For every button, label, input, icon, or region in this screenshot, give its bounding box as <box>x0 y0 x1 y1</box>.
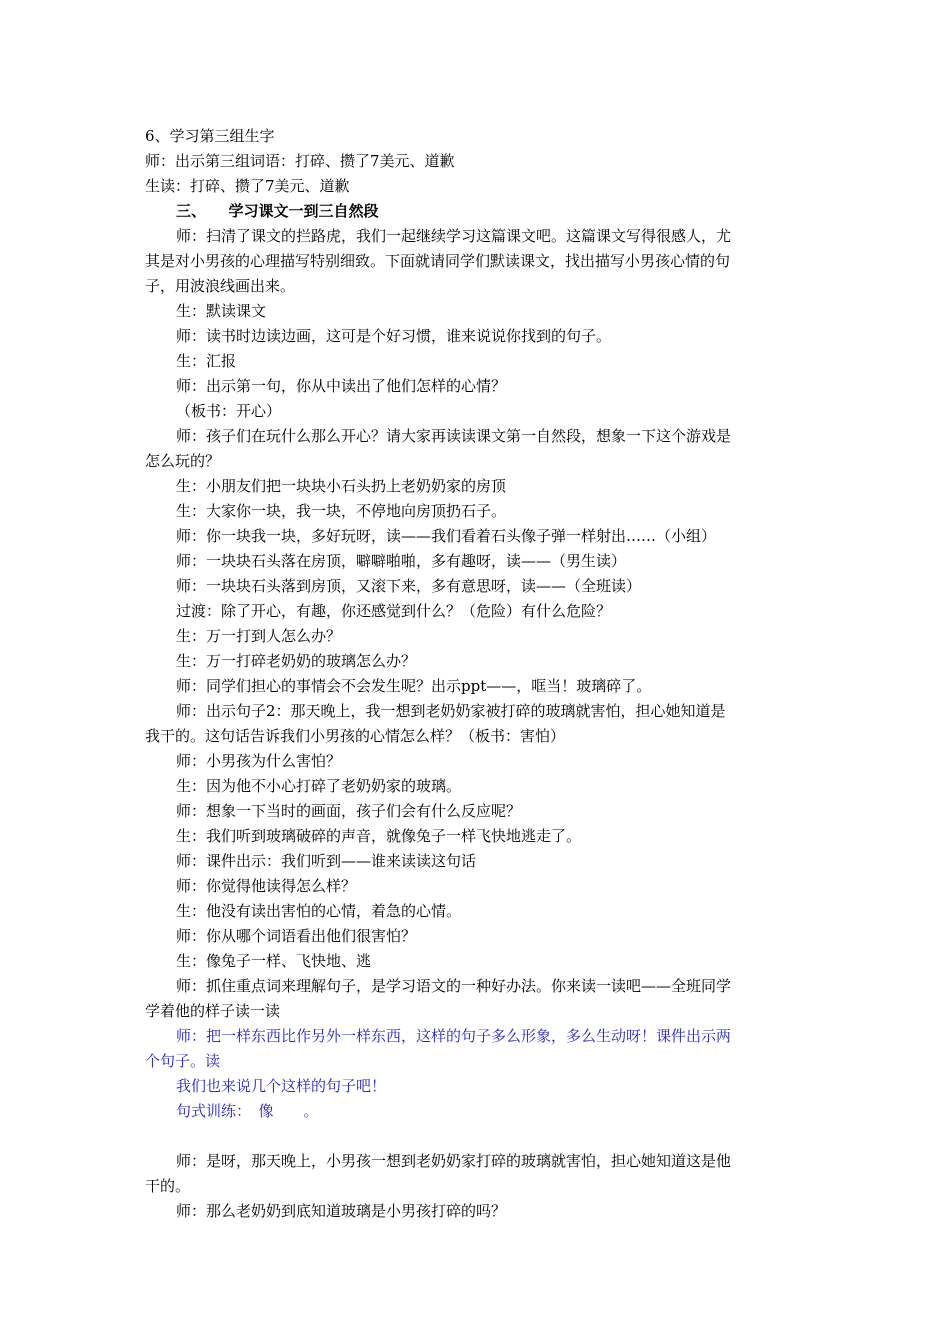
paragraph-line: 子，用波浪线画出来。 <box>145 277 296 295</box>
paragraph-line: 其是对小男孩的心理描写特别细致。下面就请同学们默读课文，找出描写小男孩心情的句 <box>145 252 731 270</box>
paragraph-line: 师：一块块石头落在房顶，噼噼啪啪，多有趣呀，读——（男生读） <box>176 552 627 570</box>
paragraph-line: 师：课件出示：我们听到——谁来读读这句话 <box>176 852 477 870</box>
paragraph-line: 生：默读课文 <box>176 302 267 320</box>
paragraph-line: 师：孩子们在玩什么那么开心？请大家再读读课文第一自然段，想象一下这个游戏是 <box>176 427 732 445</box>
paragraph-line: 生：小朋友们把一块块小石头扔上老奶奶家的房顶 <box>176 477 507 495</box>
paragraph-line: 生：他没有读出害怕的心情，着急的心情。 <box>176 902 462 920</box>
paragraph-line: 师：出示第三组词语：打碎、攒了7美元、道歉 <box>145 152 455 170</box>
paragraph-line: 生：万一打碎老奶奶的玻璃怎么办？ <box>176 652 417 670</box>
paragraph-line: 生：万一打到人怎么办？ <box>176 627 342 645</box>
paragraph-line: 师：出示句子2：那天晚上，我一想到老奶奶家被打碎的玻璃就害怕，担心她知道是 <box>176 702 726 720</box>
highlighted-paragraph-line: 我们也来说几个这样的句子吧！ <box>176 1077 387 1095</box>
paragraph-line: 过渡：除了开心，有趣，你还感觉到什么？（危险）有什么危险？ <box>176 602 612 620</box>
paragraph-line: 学着他的样子读一读 <box>145 1002 281 1020</box>
paragraph-line: 师：同学们担心的事情会不会发生呢？出示ppt——，哐当！玻璃碎了。 <box>176 677 652 695</box>
paragraph-line: 师：你觉得他读得怎么样？ <box>176 877 357 895</box>
paragraph-line: 生读：打碎、攒了7美元、道歉 <box>145 177 350 195</box>
paragraph-line: 生：像兔子一样、飞快地、逃 <box>176 952 372 970</box>
paragraph-line: 师：出示第一句，你从中读出了他们怎样的心情？ <box>176 377 507 395</box>
paragraph-line: 怎么玩的？ <box>145 452 221 470</box>
paragraph-line: 师：那么老奶奶到底知道玻璃是小男孩打碎的吗？ <box>176 1202 507 1220</box>
paragraph-line: 师：一块块石头落到房顶，又滚下来，多有意思呀，读——（全班读） <box>176 577 642 595</box>
paragraph-line: 师：扫清了课文的拦路虎，我们一起继续学习这篇课文吧。这篇课文写得很感人，尤 <box>176 227 732 245</box>
sentence-pattern-exercise: 句式训练： 像 。 <box>176 1102 319 1120</box>
paragraph-line: 师：你从哪个词语看出他们很害怕？ <box>176 927 417 945</box>
section-heading: 6、学习第三组生字 <box>145 127 275 145</box>
paragraph-line: 生：我们听到玻璃破碎的声音，就像兔子一样飞快地逃走了。 <box>176 827 582 845</box>
paragraph-line: 师：你一块我一块，多好玩呀，读——我们看着石头像子弹一样射出……（小组） <box>176 527 717 545</box>
paragraph-line: 师：读书时边读边画，这可是个好习惯，谁来说说你找到的句子。 <box>176 327 612 345</box>
paragraph-line: 师：是呀，那天晚上，小男孩一想到老奶奶家打碎的玻璃就害怕，担心她知道这是他 <box>176 1152 732 1170</box>
paragraph-line: 我干的。这句话告诉我们小男孩的心情怎么样？（板书：害怕） <box>145 727 566 745</box>
paragraph-line: 生：因为他不小心打碎了老奶奶家的玻璃。 <box>176 777 462 795</box>
highlighted-paragraph-line: 个句子。读 <box>145 1052 221 1070</box>
paragraph-line: 师：小男孩为什么害怕？ <box>176 752 342 770</box>
paragraph-line: 师：想象一下当时的画面，孩子们会有什么反应呢？ <box>176 802 522 820</box>
section-heading: 三、 学习课文一到三自然段 <box>176 202 379 220</box>
paragraph-line: （板书：开心） <box>176 402 282 420</box>
paragraph-line: 生：汇报 <box>176 352 237 370</box>
highlighted-paragraph-line: 师：把一样东西比作另外一样东西，这样的句子多么形象，多么生动呀！课件出示两 <box>176 1027 732 1045</box>
paragraph-line: 师：抓住重点词来理解句子，是学习语文的一种好办法。你来读一读吧——全班同学 <box>176 977 732 995</box>
paragraph-line: 生：大家你一块，我一块，不停地向房顶扔石子。 <box>176 502 507 520</box>
paragraph-line: 干的。 <box>145 1177 191 1195</box>
